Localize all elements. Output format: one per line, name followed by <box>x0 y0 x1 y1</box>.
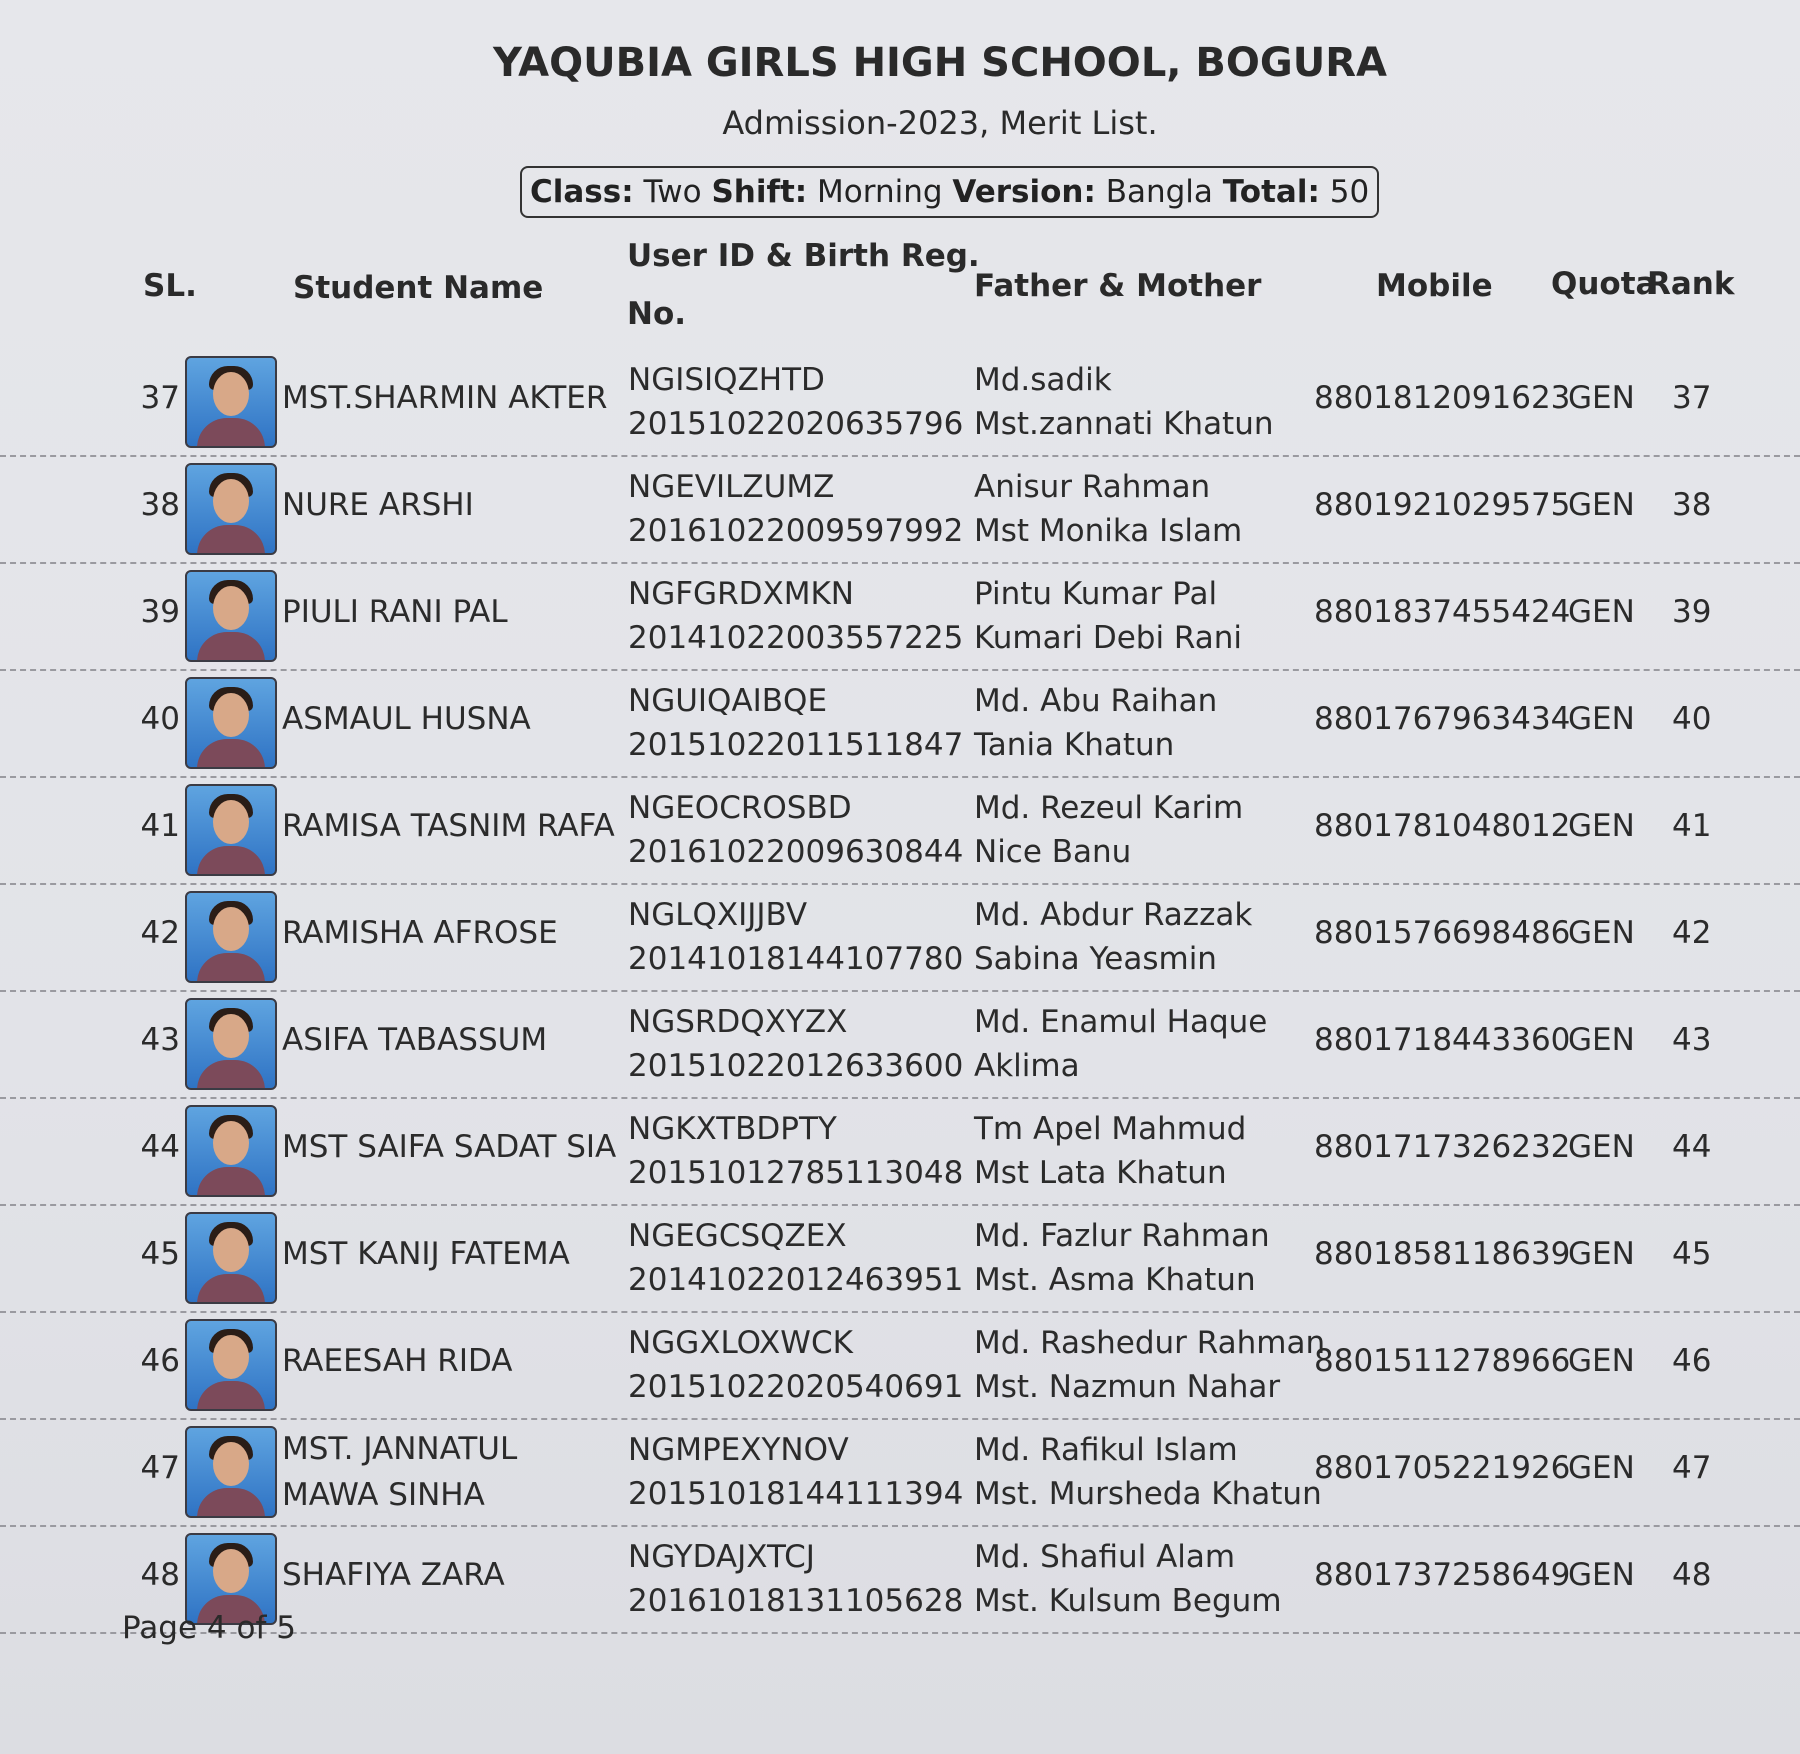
mother-name: Tania Khatun <box>974 727 1175 763</box>
table-row <box>0 457 1800 564</box>
student-photo <box>185 784 277 876</box>
table-row <box>0 1099 1800 1206</box>
table-row <box>0 885 1800 992</box>
birth-reg-no: 20161022009597992 <box>628 513 964 549</box>
row-serial: 42 <box>140 915 180 951</box>
father-name: Md. Shafiul Alam <box>974 1539 1236 1575</box>
student-photo <box>185 1212 277 1304</box>
list-subtitle: Admission-2023, Merit List. <box>722 104 1158 142</box>
student-photo <box>185 998 277 1090</box>
column-header-quota: Quota <box>1551 266 1657 302</box>
rank: 41 <box>1672 808 1712 844</box>
mobile-number: 8801767963434 <box>1314 701 1571 737</box>
student-photo <box>185 677 277 769</box>
student-name: ASIFA TABASSUM <box>282 1022 548 1058</box>
quota: GEN <box>1568 1450 1635 1486</box>
user-id: NGSRDQXYZX <box>628 1004 848 1040</box>
table-row <box>0 1313 1800 1420</box>
student-name-line2: MAWA SINHA <box>282 1477 485 1513</box>
user-id: NGMPEXYNOV <box>628 1432 849 1468</box>
user-id: NGFGRDXMKN <box>628 576 854 612</box>
shift-value: Morning <box>817 174 943 210</box>
student-photo <box>185 356 277 448</box>
mobile-number: 8801837455424 <box>1314 594 1571 630</box>
mother-name: Mst. Mursheda Khatun <box>974 1476 1322 1512</box>
student-name: ASMAUL HUSNA <box>282 701 531 737</box>
student-name: SHAFIYA ZARA <box>282 1557 505 1593</box>
mobile-number: 8801921029575 <box>1314 487 1571 523</box>
row-serial: 40 <box>140 701 180 737</box>
birth-reg-no: 20151022012633600 <box>628 1048 964 1084</box>
user-id-cell <box>628 465 963 553</box>
user-id-cell <box>628 786 963 874</box>
parents-cell <box>974 358 1274 446</box>
parents-cell <box>974 1214 1270 1302</box>
user-id-cell <box>628 893 963 981</box>
parents-cell <box>974 1535 1282 1623</box>
rank: 47 <box>1672 1450 1712 1486</box>
user-id: NGKXTBDPTY <box>628 1111 837 1147</box>
quota: GEN <box>1568 594 1635 630</box>
column-header-father-mother: Father & Mother <box>974 268 1262 304</box>
rank: 39 <box>1672 594 1712 630</box>
column-header-sl: SL. <box>143 268 197 304</box>
rank: 48 <box>1672 1557 1712 1593</box>
rank: 44 <box>1672 1129 1712 1165</box>
father-name: Md.sadik <box>974 362 1112 398</box>
table-row <box>0 564 1800 671</box>
birth-reg-no: 20151022011511847 <box>628 727 964 763</box>
student-name: NURE ARSHI <box>282 487 474 523</box>
parents-cell <box>974 1107 1246 1195</box>
mother-name: Mst.zannati Khatun <box>974 406 1274 442</box>
father-name: Tm Apel Mahmud <box>974 1111 1247 1147</box>
user-id: NGISIQZHTD <box>628 362 825 398</box>
quota: GEN <box>1568 1557 1635 1593</box>
parents-cell <box>974 786 1243 874</box>
user-id: NGLQXIJJBV <box>628 897 808 933</box>
class-value: Two <box>643 174 702 210</box>
user-id-cell <box>628 1321 963 1409</box>
row-serial: 47 <box>140 1450 180 1486</box>
student-photo <box>185 1105 277 1197</box>
column-header-user-id-line1: User ID & Birth Reg. <box>627 238 980 274</box>
user-id: NGEVILZUMZ <box>628 469 835 505</box>
parents-cell <box>974 1428 1322 1516</box>
birth-reg-no: 20161018131105628 <box>628 1583 964 1619</box>
rank: 38 <box>1672 487 1712 523</box>
parents-cell <box>974 465 1242 553</box>
page-number: Page 4 of 5 <box>122 1610 296 1646</box>
mobile-number: 8801812091623 <box>1314 380 1571 416</box>
total-value: 50 <box>1329 174 1370 210</box>
user-id-cell <box>628 679 963 767</box>
quota: GEN <box>1568 1022 1635 1058</box>
birth-reg-no: 20151022020540691 <box>628 1369 964 1405</box>
table-row <box>0 992 1800 1099</box>
user-id-cell <box>628 572 963 660</box>
school-title: YAQUBIA GIRLS HIGH SCHOOL, BOGURA <box>493 40 1387 86</box>
student-photo <box>185 1319 277 1411</box>
column-header-mobile: Mobile <box>1376 268 1493 304</box>
column-header-user-id-line2: No. <box>627 296 687 332</box>
shift-label: Shift: <box>711 174 808 210</box>
birth-reg-no: 20151012785113048 <box>628 1155 964 1191</box>
student-name: RAMISA TASNIM RAFA <box>282 808 615 844</box>
birth-reg-no: 20161022009630844 <box>628 834 964 870</box>
total-label: Total: <box>1222 174 1320 210</box>
user-id: NGYDAJXTCJ <box>628 1539 815 1575</box>
mother-name: Nice Banu <box>974 834 1132 870</box>
mother-name: Mst. Kulsum Begum <box>974 1583 1282 1619</box>
mobile-number: 8801576698486 <box>1314 915 1571 951</box>
quota: GEN <box>1568 701 1635 737</box>
version-value: Bangla <box>1105 174 1213 210</box>
user-id: NGEOCROSBD <box>628 790 852 826</box>
mother-name: Mst Lata Khatun <box>974 1155 1227 1191</box>
student-name: RAEESAH RIDA <box>282 1343 513 1379</box>
row-serial: 38 <box>140 487 180 523</box>
father-name: Md. Rafikul Islam <box>974 1432 1238 1468</box>
father-name: Anisur Rahman <box>974 469 1211 505</box>
version-label: Version: <box>952 174 1096 210</box>
father-name: Md. Abdur Razzak <box>974 897 1253 933</box>
user-id-cell <box>628 1214 963 1302</box>
quota: GEN <box>1568 1236 1635 1272</box>
quota: GEN <box>1568 808 1635 844</box>
user-id-cell <box>628 1000 963 1088</box>
quota: GEN <box>1568 487 1635 523</box>
mobile-number: 8801717326232 <box>1314 1129 1571 1165</box>
birth-reg-no: 20151018144111394 <box>628 1476 964 1512</box>
birth-reg-no: 20151022020635796 <box>628 406 964 442</box>
student-photo <box>185 891 277 983</box>
parents-cell <box>974 1321 1325 1409</box>
table-row <box>0 671 1800 778</box>
rank: 46 <box>1672 1343 1712 1379</box>
rank: 43 <box>1672 1022 1712 1058</box>
rank: 37 <box>1672 380 1712 416</box>
rank: 45 <box>1672 1236 1712 1272</box>
father-name: Md. Enamul Haque <box>974 1004 1268 1040</box>
row-serial: 44 <box>140 1129 180 1165</box>
rank: 40 <box>1672 701 1712 737</box>
column-header-student-name: Student Name <box>293 270 544 306</box>
user-id-cell <box>628 1107 963 1195</box>
row-serial: 41 <box>140 808 180 844</box>
parents-cell <box>974 893 1252 981</box>
row-serial: 45 <box>140 1236 180 1272</box>
parents-cell <box>974 1000 1267 1088</box>
mother-name: Mst. Asma Khatun <box>974 1262 1256 1298</box>
parents-cell <box>974 572 1242 660</box>
table-row <box>0 778 1800 885</box>
student-photo <box>185 570 277 662</box>
table-row <box>0 350 1800 457</box>
mobile-number: 8801781048012 <box>1314 808 1571 844</box>
row-serial: 43 <box>140 1022 180 1058</box>
mobile-number: 8801511278966 <box>1314 1343 1571 1379</box>
quota: GEN <box>1568 1129 1635 1165</box>
user-id: NGGXLOXWCK <box>628 1325 853 1361</box>
table-header <box>0 232 1800 347</box>
student-photo <box>185 463 277 555</box>
mother-name: Mst Monika Islam <box>974 513 1243 549</box>
user-id-cell <box>628 1535 963 1623</box>
student-name: MST.SHARMIN AKTER <box>282 380 608 416</box>
row-serial: 37 <box>140 380 180 416</box>
user-id-cell <box>628 1428 963 1516</box>
user-id: NGEGCSQZEX <box>628 1218 847 1254</box>
row-serial: 39 <box>140 594 180 630</box>
user-id-cell <box>628 358 963 446</box>
student-name-line1: MST. JANNATUL <box>282 1431 518 1467</box>
merit-table-body <box>0 350 1800 1634</box>
student-photo <box>185 1426 277 1518</box>
mother-name: Kumari Debi Rani <box>974 620 1243 656</box>
birth-reg-no: 20141018144107780 <box>628 941 964 977</box>
student-name: MST SAIFA SADAT SIA <box>282 1129 617 1165</box>
mother-name: Mst. Nazmun Nahar <box>974 1369 1281 1405</box>
table-row <box>0 1420 1800 1527</box>
parents-cell <box>974 679 1217 767</box>
birth-reg-no: 20141022003557225 <box>628 620 964 656</box>
student-name: MST KANIJ FATEMA <box>282 1236 570 1272</box>
mother-name: Sabina Yeasmin <box>974 941 1217 977</box>
father-name: Md. Rezeul Karim <box>974 790 1244 826</box>
father-name: Pintu Kumar Pal <box>974 576 1218 612</box>
student-name <box>282 1426 622 1518</box>
row-serial: 46 <box>140 1343 180 1379</box>
birth-reg-no: 20141022012463951 <box>628 1262 964 1298</box>
mobile-number: 8801858118639 <box>1314 1236 1571 1272</box>
row-serial: 48 <box>140 1557 180 1593</box>
mobile-number: 8801718443360 <box>1314 1022 1571 1058</box>
rank: 42 <box>1672 915 1712 951</box>
quota: GEN <box>1568 915 1635 951</box>
user-id: NGUIQAIBQE <box>628 683 828 719</box>
column-header-rank: Rank <box>1647 266 1735 302</box>
quota: GEN <box>1568 1343 1635 1379</box>
class-info-box <box>520 166 1379 218</box>
mother-name: Aklima <box>974 1048 1080 1084</box>
student-name: PIULI RANI PAL <box>282 594 508 630</box>
mobile-number: 8801705221926 <box>1314 1450 1571 1486</box>
student-name: RAMISHA AFROSE <box>282 915 558 951</box>
quota: GEN <box>1568 380 1635 416</box>
mobile-number: 8801737258649 <box>1314 1557 1571 1593</box>
father-name: Md. Fazlur Rahman <box>974 1218 1270 1254</box>
table-row <box>0 1206 1800 1313</box>
class-label: Class: <box>530 174 634 210</box>
father-name: Md. Abu Raihan <box>974 683 1218 719</box>
father-name: Md. Rashedur Rahman <box>974 1325 1326 1361</box>
